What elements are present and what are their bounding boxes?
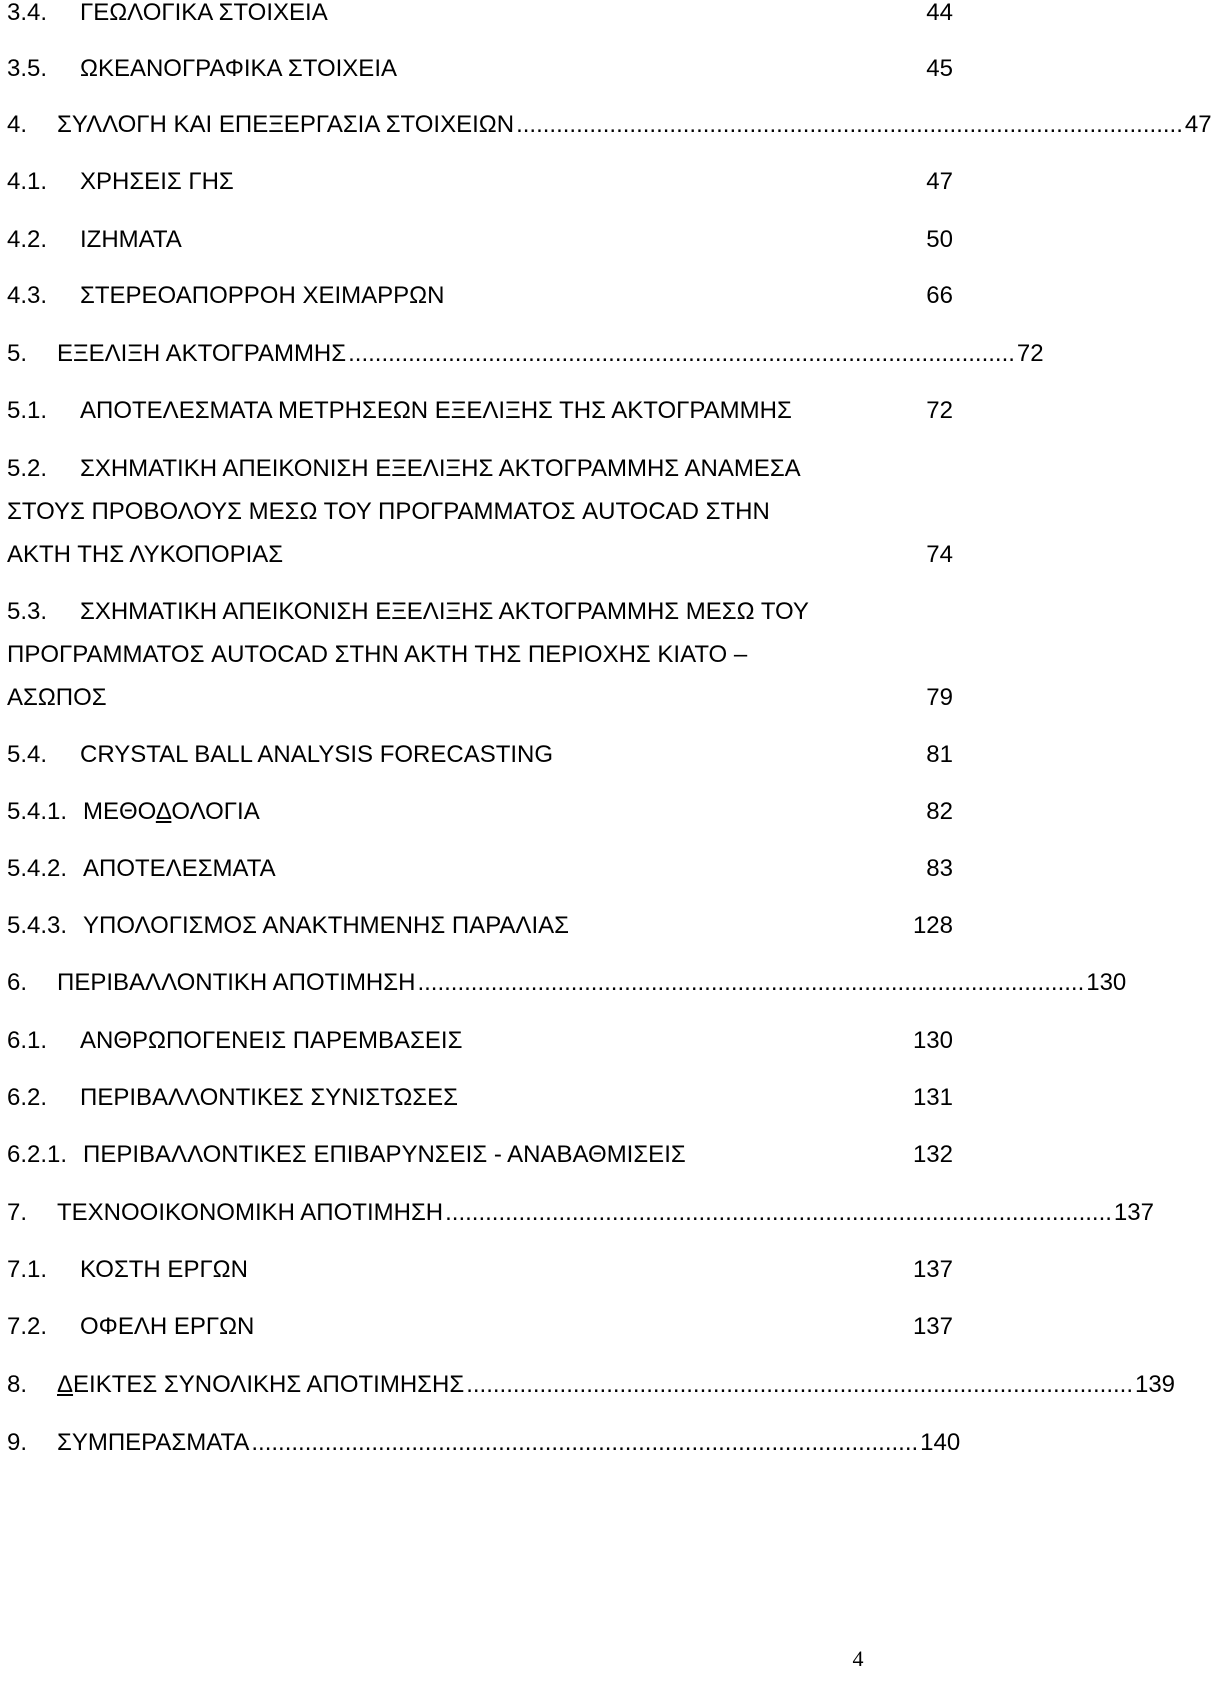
- toc-entry-title: [83, 792, 260, 832]
- toc-entry[interactable]: [7, 220, 953, 260]
- toc-entry-title: ΠΕΡΙΒΑΛΛΟΝΤΙΚΕΣ ΣΥΝΙΣΤΩΣΕΣ: [80, 1084, 458, 1111]
- toc-entry-number: 5.1.: [7, 397, 48, 424]
- toc-entry-page: 82: [926, 798, 953, 825]
- toc-entry-number: 9.: [7, 1429, 28, 1456]
- toc-entry-title-line: ΠΡΟΓΡΑΜΜΑΤΟΣ AUTOCAD ΣΤΗΝ ΑΚΤΗ ΤΗΣ ΠΕΡΙΟΧΗΣ ΚΙΑΤΟ –: [7, 641, 748, 668]
- toc-entry[interactable]: [7, 1078, 953, 1118]
- toc-entry-page: 131: [912, 1084, 953, 1111]
- toc-title-part: ΜΕΘΟ: [83, 798, 156, 825]
- toc-entry[interactable]: [7, 1021, 953, 1061]
- toc-entry-title-line: ΑΣΩΠΟΣ: [7, 684, 107, 711]
- toc-entry[interactable]: [7, 276, 953, 316]
- toc-entry-title: ΙΖΗΜΑΤΑ: [80, 226, 182, 253]
- toc-entry-number: 6.1.: [7, 1027, 48, 1054]
- toc-entry-number: 3.5.: [7, 55, 48, 82]
- toc-entry-page: 137: [912, 1313, 953, 1340]
- toc-entry-number: 4.2.: [7, 226, 48, 253]
- toc-entry-number: 5.: [7, 340, 28, 367]
- toc-entry-title: ΠΕΡΙΒΑΛΛΟΝΤΙΚΕΣ ΕΠΙΒΑΡΥΝΣΕΙΣ - ΑΝΑΒΑΘΜΙΣΕΙΣ: [83, 1141, 686, 1168]
- toc-entry-title: [57, 1365, 464, 1405]
- toc-entry[interactable]: [7, 0, 953, 33]
- toc-entry-page: 72: [1016, 340, 1044, 367]
- toc-entry-title: ΥΠΟΛΟΓΙΣΜΟΣ ΑΝΑΚΤΗΜΕΝΗΣ ΠΑΡΑΛΙΑΣ: [83, 912, 569, 939]
- toc-entry-number: 3.4.: [7, 0, 48, 26]
- toc-entry-number: 8.: [7, 1371, 28, 1398]
- toc-entry-page: 50: [926, 226, 953, 253]
- toc-entry[interactable]: [7, 334, 1044, 374]
- toc-entry[interactable]: [7, 449, 953, 489]
- toc-entry-continuation: [7, 535, 953, 575]
- toc-entry-number: 4.3.: [7, 282, 48, 309]
- toc-entry-title: ΣΥΛΛΟΓΗ ΚΑΙ ΕΠΕΞΕΡΓΑΣΙΑ ΣΤΟΙΧΕΙΩΝ: [57, 111, 515, 138]
- toc-leader: ....................................................................................................: [417, 969, 1085, 996]
- toc-entry[interactable]: [7, 792, 953, 832]
- toc-entry[interactable]: [7, 1307, 953, 1347]
- toc-entry-page: 45: [926, 55, 953, 82]
- toc-leader: ....................................................................................................: [348, 340, 1015, 367]
- toc-entry-title: ΣΥΜΠΕΡΑΣΜΑΤΑ: [57, 1429, 250, 1456]
- toc-entry-number: 7.: [7, 1199, 28, 1226]
- toc-entry-page: 79: [926, 684, 953, 711]
- toc-entry-number: 7.1.: [7, 1256, 48, 1283]
- toc-entry-title-line: ΣΤΟΥΣ ΠΡΟΒΟΛΟΥΣ ΜΕΣΩ ΤΟΥ ΠΡΟΓΡΑΜΜΑΤΟΣ AUTOCAD ΣΤΗΝ: [7, 498, 770, 525]
- toc-entry[interactable]: [7, 1365, 1176, 1405]
- toc-leader: ....................................................................................................: [251, 1429, 919, 1456]
- toc-entry-page: 47: [1184, 111, 1212, 138]
- toc-entry-page: 137: [912, 1256, 953, 1283]
- toc-title-underlined-letter: Δ: [57, 1371, 74, 1398]
- page-number: 4: [852, 1646, 864, 1671]
- toc-entry-number: 5.4.: [7, 741, 48, 768]
- toc-entry-title-line: ΣΧΗΜΑΤΙΚΗ ΑΠΕΙΚΟΝΙΣΗ ΕΞΕΛΙΞΗΣ ΑΚΤΟΓΡΑΜΜΗΣ ΜΕΣΩ ΤΟΥ: [80, 598, 809, 625]
- toc-entry-page: 72: [926, 397, 953, 424]
- toc-entry-title: ΕΞΕΛΙΞΗ ΑΚΤΟΓΡΑΜΜΗΣ: [57, 340, 347, 367]
- toc-entry-page: 139: [1134, 1371, 1176, 1398]
- toc-entry[interactable]: [7, 963, 1127, 1003]
- toc-entry-title: ΩΚΕΑΝΟΓΡΑΦΙΚΑ ΣΤΟΙΧΕΙΑ: [80, 55, 397, 82]
- toc-entry-page: 44: [926, 0, 953, 26]
- toc-entry-number: 4.: [7, 111, 28, 138]
- toc-title-underlined-letter: Δ: [155, 798, 172, 825]
- toc-entry[interactable]: [7, 592, 953, 632]
- toc-entry[interactable]: [7, 1250, 953, 1290]
- toc-entry-title: ΓΕΩΛΟΓΙΚΑ ΣΤΟΙΧΕΙΑ: [80, 0, 328, 26]
- toc-entry-page: 66: [926, 282, 953, 309]
- toc-entry-page: 74: [926, 541, 953, 568]
- toc-entry-page: 83: [926, 855, 953, 882]
- toc-entry[interactable]: [7, 906, 953, 946]
- toc-entry-continuation: [7, 492, 953, 532]
- toc-entry-title: ΑΝΘΡΩΠΟΓΕΝΕΙΣ ΠΑΡΕΜΒΑΣΕΙΣ: [80, 1027, 463, 1054]
- toc-entry-number: 6.2.: [7, 1084, 48, 1111]
- toc-entry[interactable]: [7, 1423, 961, 1463]
- toc-entry-number: 4.1.: [7, 168, 48, 195]
- toc-entry-number: 5.2.: [7, 455, 48, 482]
- toc-entry-title: ΑΠΟΤΕΛΕΣΜΑΤΑ: [83, 855, 276, 882]
- toc-entry-page: 140: [920, 1429, 961, 1456]
- toc-entry-continuation: [7, 678, 953, 718]
- toc-entry[interactable]: [7, 735, 953, 775]
- toc-title-part: ΕΙΚΤΕΣ ΣΥΝΟΛΙΚΗΣ ΑΠΟΤΙΜΗΣΗΣ: [73, 1371, 465, 1398]
- toc-entry-number: 5.4.3.: [7, 912, 68, 939]
- toc-entry[interactable]: [7, 162, 953, 202]
- toc-entry[interactable]: [7, 49, 953, 89]
- toc-entry-title-line: ΑΚΤΗ ΤΗΣ ΛΥΚΟΠΟΡΙΑΣ: [7, 541, 284, 568]
- toc-entry-title-line: ΣΧΗΜΑΤΙΚΗ ΑΠΕΙΚΟΝΙΣΗ ΕΞΕΛΙΞΗΣ ΑΚΤΟΓΡΑΜΜΗΣ ΑΝΑΜΕΣΑ: [80, 455, 801, 482]
- toc-entry[interactable]: [7, 1193, 1154, 1233]
- toc-entry-title: CRYSTAL BALL ANALYSIS FORECASTING: [80, 741, 554, 768]
- toc-entry-number: 5.4.2.: [7, 855, 68, 882]
- toc-entry-page: 128: [912, 912, 953, 939]
- toc-entry[interactable]: [7, 105, 1212, 145]
- toc-entry-number: 7.2.: [7, 1313, 48, 1340]
- toc-entry[interactable]: [7, 1135, 953, 1175]
- toc-entry-title: ΤΕΧΝΟΟΙΚΟΝΟΜΙΚΗ ΑΠΟΤΙΜΗΣΗ: [57, 1199, 444, 1226]
- toc-entry-page: 137: [1113, 1199, 1154, 1226]
- toc-entry-number: 6.: [7, 969, 28, 996]
- toc-leader: ....................................................................................................: [445, 1199, 1112, 1226]
- toc-entry-page: 130: [1086, 969, 1127, 996]
- toc-entry-title: ΑΠΟΤΕΛΕΣΜΑΤΑ ΜΕΤΡΗΣΕΩΝ ΕΞΕΛΙΞΗΣ ΤΗΣ ΑΚΤΟΓΡΑΜΜΗΣ: [80, 397, 792, 424]
- toc-entry-number: 6.2.1.: [7, 1141, 68, 1168]
- toc-entry-page: 130: [912, 1027, 953, 1054]
- toc-entry-page: 81: [926, 741, 953, 768]
- toc-entry-title: ΠΕΡΙΒΑΛΛΟΝΤΙΚΗ ΑΠΟΤΙΜΗΣΗ: [57, 969, 416, 996]
- toc-leader: ....................................................................................................: [466, 1371, 1133, 1398]
- toc-entry-page: 47: [926, 168, 953, 195]
- toc-entry[interactable]: [7, 391, 953, 431]
- toc-entry-number: 5.4.1.: [7, 798, 68, 825]
- toc-entry[interactable]: [7, 849, 953, 889]
- toc-entry-title: ΟΦΕΛΗ ΕΡΓΩΝ: [80, 1313, 255, 1340]
- toc-title-part: ΟΛΟΓΙΑ: [171, 798, 260, 825]
- toc-entry-number: 5.3.: [7, 598, 48, 625]
- toc-entry-page: 132: [912, 1141, 953, 1168]
- toc-leader: ....................................................................................................: [516, 111, 1183, 138]
- toc-entry-title: ΚΟΣΤΗ ΕΡΓΩΝ: [80, 1256, 248, 1283]
- toc-entry-title: ΣΤΕΡΕΟΑΠΟΡΡΟΗ ΧΕΙΜΑΡΡΩΝ: [80, 282, 445, 309]
- toc-entry-continuation: [7, 635, 953, 675]
- toc-entry-title: ΧΡΗΣΕΙΣ ΓΗΣ: [80, 168, 234, 195]
